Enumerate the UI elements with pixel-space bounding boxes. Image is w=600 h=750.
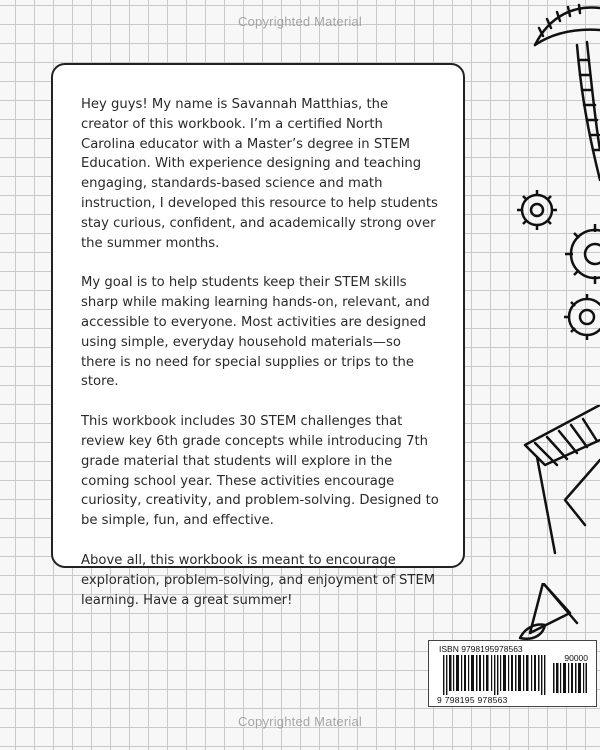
palm-tree-icon [515,0,600,185]
copyright-watermark-top: Copyrighted Material [238,14,362,29]
copyright-watermark-bottom: Copyrighted Material [238,714,362,729]
letter-paragraph: My goal is to help students keep their STEM skills sharp while making learning hands-on, relevant, and accessible to everyone. Most activities are designed using simple, everyday household materials—so there is no need for special supplies or trips to the store. [81,275,430,390]
price-barcode-bars-icon [553,663,587,693]
author-letter-card [51,63,465,608]
isbn-barcode [428,640,597,707]
letter-paragraph: Above all, this workbook is meant to encourage exploration, problem-solving, and enjoyment of STEM learning. Have a great summer! [81,552,436,608]
gears-icon [515,182,600,347]
letter-paragraph: This workbook includes 30 STEM challenges that review key 6th grade concepts while introducing 7th grade material that students will explore in the coming school year. These activities encourage curiosity, creativity, and problem-solving. Designed to be simple, fun, and effective. [81,414,439,529]
barcode-digits: 9 798195 978563 [437,695,508,705]
barcode-bars-icon [443,655,549,695]
letter-paragraph: Hey guys! My name is Savannah Matthias, the creator of this workbook. I’m a certified North Carolina educator with a Master’s degree in STEM Education. With experience designing and teaching engaging, standards-based science and math instruction, I developed this resource to help students stay curious, confident, and academically strong over the summer months. [81,97,438,251]
beach-chair-icon [515,405,600,555]
price-code: 90000 [564,653,588,663]
isbn-label: ISBN 9798195978563 [439,644,523,654]
